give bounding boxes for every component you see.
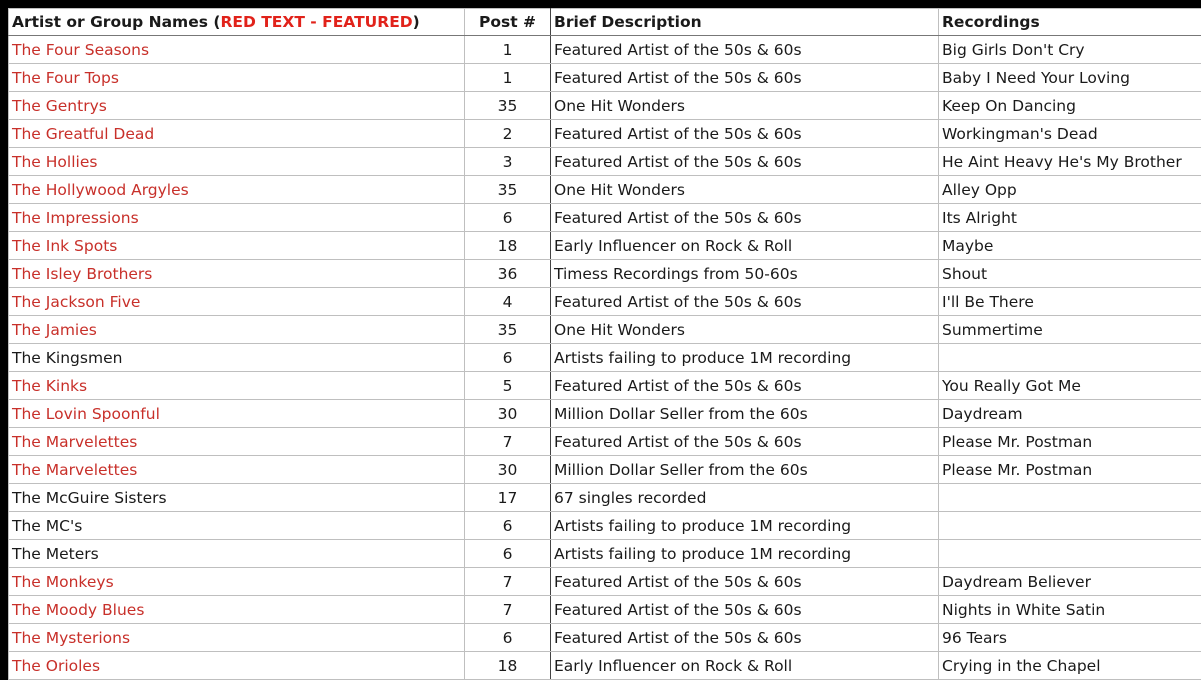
description-cell[interactable]: Featured Artist of the 50s & 60s [551, 428, 939, 456]
post-cell[interactable]: 18 [465, 232, 551, 260]
header-row [9, 9, 1201, 36]
table-row [9, 568, 1201, 596]
table-row [9, 652, 1201, 680]
table-row [9, 400, 1201, 428]
description-cell[interactable]: Featured Artist of the 50s & 60s [551, 64, 939, 92]
description-cell[interactable]: 67 singles recorded [551, 484, 939, 512]
recording-cell[interactable]: Its Alright [939, 204, 1201, 232]
description-cell[interactable]: One Hit Wonders [551, 316, 939, 344]
table-row [9, 456, 1201, 484]
header-recordings[interactable]: Recordings [939, 9, 1201, 36]
artist-cell[interactable]: The Marvelettes [9, 456, 465, 484]
artist-cell[interactable]: The Four Tops [9, 64, 465, 92]
post-cell[interactable]: 6 [465, 512, 551, 540]
table-row [9, 232, 1201, 260]
post-cell[interactable]: 1 [465, 64, 551, 92]
recording-cell[interactable]: Alley Opp [939, 176, 1201, 204]
recording-cell[interactable]: Please Mr. Postman [939, 456, 1201, 484]
post-cell[interactable]: 6 [465, 540, 551, 568]
table-row [9, 540, 1201, 568]
description-cell[interactable]: Artists failing to produce 1M recording [551, 344, 939, 372]
recording-cell[interactable]: He Aint Heavy He's My Brother [939, 148, 1201, 176]
post-cell[interactable]: 35 [465, 176, 551, 204]
recording-cell[interactable]: Workingman's Dead [939, 120, 1201, 148]
description-cell[interactable]: Featured Artist of the 50s & 60s [551, 568, 939, 596]
description-cell[interactable]: Featured Artist of the 50s & 60s [551, 596, 939, 624]
table-row [9, 36, 1201, 64]
post-cell[interactable]: 6 [465, 624, 551, 652]
post-cell[interactable]: 30 [465, 456, 551, 484]
artist-cell[interactable]: The Mysterions [9, 624, 465, 652]
description-cell[interactable]: Featured Artist of the 50s & 60s [551, 148, 939, 176]
recording-cell[interactable]: Summertime [939, 316, 1201, 344]
artist-cell[interactable]: The Jamies [9, 316, 465, 344]
artist-cell[interactable]: The Marvelettes [9, 428, 465, 456]
post-cell[interactable]: 1 [465, 36, 551, 64]
artist-cell[interactable]: The Isley Brothers [9, 260, 465, 288]
post-cell[interactable]: 30 [465, 400, 551, 428]
recording-cell[interactable]: Please Mr. Postman [939, 428, 1201, 456]
artist-cell[interactable]: The Orioles [9, 652, 465, 680]
post-cell[interactable]: 3 [465, 148, 551, 176]
description-cell[interactable]: Early Influencer on Rock & Roll [551, 652, 939, 680]
artist-cell[interactable]: The MC's [9, 512, 465, 540]
artist-cell[interactable]: The Hollywood Argyles [9, 176, 465, 204]
post-cell[interactable]: 35 [465, 92, 551, 120]
description-cell[interactable]: Million Dollar Seller from the 60s [551, 400, 939, 428]
description-cell[interactable]: Artists failing to produce 1M recording [551, 512, 939, 540]
artist-cell[interactable]: The Ink Spots [9, 232, 465, 260]
description-cell[interactable]: Featured Artist of the 50s & 60s [551, 624, 939, 652]
table-row [9, 428, 1201, 456]
description-cell[interactable]: Featured Artist of the 50s & 60s [551, 36, 939, 64]
artist-cell[interactable]: The Meters [9, 540, 465, 568]
table-row [9, 596, 1201, 624]
recording-cell[interactable]: Keep On Dancing [939, 92, 1201, 120]
table-row [9, 176, 1201, 204]
recording-cell[interactable]: Nights in White Satin [939, 596, 1201, 624]
post-cell[interactable]: 7 [465, 568, 551, 596]
artist-cell[interactable]: The Jackson Five [9, 288, 465, 316]
artist-cell[interactable]: The McGuire Sisters [9, 484, 465, 512]
post-cell[interactable]: 18 [465, 652, 551, 680]
table-row [9, 204, 1201, 232]
artist-cell[interactable]: The Moody Blues [9, 596, 465, 624]
table-row [9, 316, 1201, 344]
artist-cell[interactable]: The Kinks [9, 372, 465, 400]
artist-cell[interactable]: The Impressions [9, 204, 465, 232]
table-row [9, 64, 1201, 92]
description-cell[interactable]: Artists failing to produce 1M recording [551, 540, 939, 568]
description-cell[interactable]: One Hit Wonders [551, 92, 939, 120]
header-post[interactable]: Post # [465, 9, 551, 36]
table-row [9, 512, 1201, 540]
post-cell[interactable]: 4 [465, 288, 551, 316]
table-row [9, 344, 1201, 372]
artist-cell[interactable]: The Greatful Dead [9, 120, 465, 148]
table-row [9, 148, 1201, 176]
table-row [9, 288, 1201, 316]
header-artist-prefix: Artist or Group Names ( [12, 13, 221, 31]
artist-table [8, 8, 1201, 680]
description-cell[interactable]: Million Dollar Seller from the 60s [551, 456, 939, 484]
artist-cell[interactable]: The Hollies [9, 148, 465, 176]
recording-cell[interactable] [939, 344, 1201, 372]
description-cell[interactable]: Featured Artist of the 50s & 60s [551, 120, 939, 148]
post-cell[interactable]: 7 [465, 428, 551, 456]
table-row [9, 484, 1201, 512]
post-cell[interactable]: 6 [465, 204, 551, 232]
description-cell[interactable]: Featured Artist of the 50s & 60s [551, 204, 939, 232]
post-cell[interactable]: 2 [465, 120, 551, 148]
recording-cell[interactable]: Maybe [939, 232, 1201, 260]
recording-cell[interactable] [939, 512, 1201, 540]
recording-cell[interactable]: Crying in the Chapel [939, 652, 1201, 680]
recording-cell[interactable]: I'll Be There [939, 288, 1201, 316]
header-featured-note: RED TEXT - FEATURED [220, 13, 413, 31]
artist-cell[interactable]: The Lovin Spoonful [9, 400, 465, 428]
table-row [9, 120, 1201, 148]
header-description[interactable]: Brief Description [551, 9, 939, 36]
header-artist[interactable] [9, 9, 465, 36]
table-row [9, 624, 1201, 652]
recording-cell[interactable]: Daydream [939, 400, 1201, 428]
description-cell[interactable]: Early Influencer on Rock & Roll [551, 232, 939, 260]
description-cell[interactable]: Timess Recordings from 50-60s [551, 260, 939, 288]
spreadsheet-sheet [8, 8, 1201, 680]
table-row [9, 260, 1201, 288]
header-artist-suffix: ) [412, 13, 420, 31]
description-cell[interactable]: One Hit Wonders [551, 176, 939, 204]
artist-cell[interactable]: The Monkeys [9, 568, 465, 596]
recording-cell[interactable]: Shout [939, 260, 1201, 288]
recording-cell[interactable]: Baby I Need Your Loving [939, 64, 1201, 92]
table-row [9, 372, 1201, 400]
post-cell[interactable]: 36 [465, 260, 551, 288]
post-cell[interactable]: 6 [465, 344, 551, 372]
artist-cell[interactable]: The Kingsmen [9, 344, 465, 372]
recording-cell[interactable]: Big Girls Don't Cry [939, 36, 1201, 64]
recording-cell[interactable] [939, 540, 1201, 568]
post-cell[interactable]: 7 [465, 596, 551, 624]
post-cell[interactable]: 35 [465, 316, 551, 344]
recording-cell[interactable]: Daydream Believer [939, 568, 1201, 596]
recording-cell[interactable]: 96 Tears [939, 624, 1201, 652]
post-cell[interactable]: 17 [465, 484, 551, 512]
description-cell[interactable]: Featured Artist of the 50s & 60s [551, 288, 939, 316]
recording-cell[interactable]: You Really Got Me [939, 372, 1201, 400]
description-cell[interactable]: Featured Artist of the 50s & 60s [551, 372, 939, 400]
recording-cell[interactable] [939, 484, 1201, 512]
artist-cell[interactable]: The Gentrys [9, 92, 465, 120]
post-cell[interactable]: 5 [465, 372, 551, 400]
table-row [9, 92, 1201, 120]
artist-cell[interactable]: The Four Seasons [9, 36, 465, 64]
